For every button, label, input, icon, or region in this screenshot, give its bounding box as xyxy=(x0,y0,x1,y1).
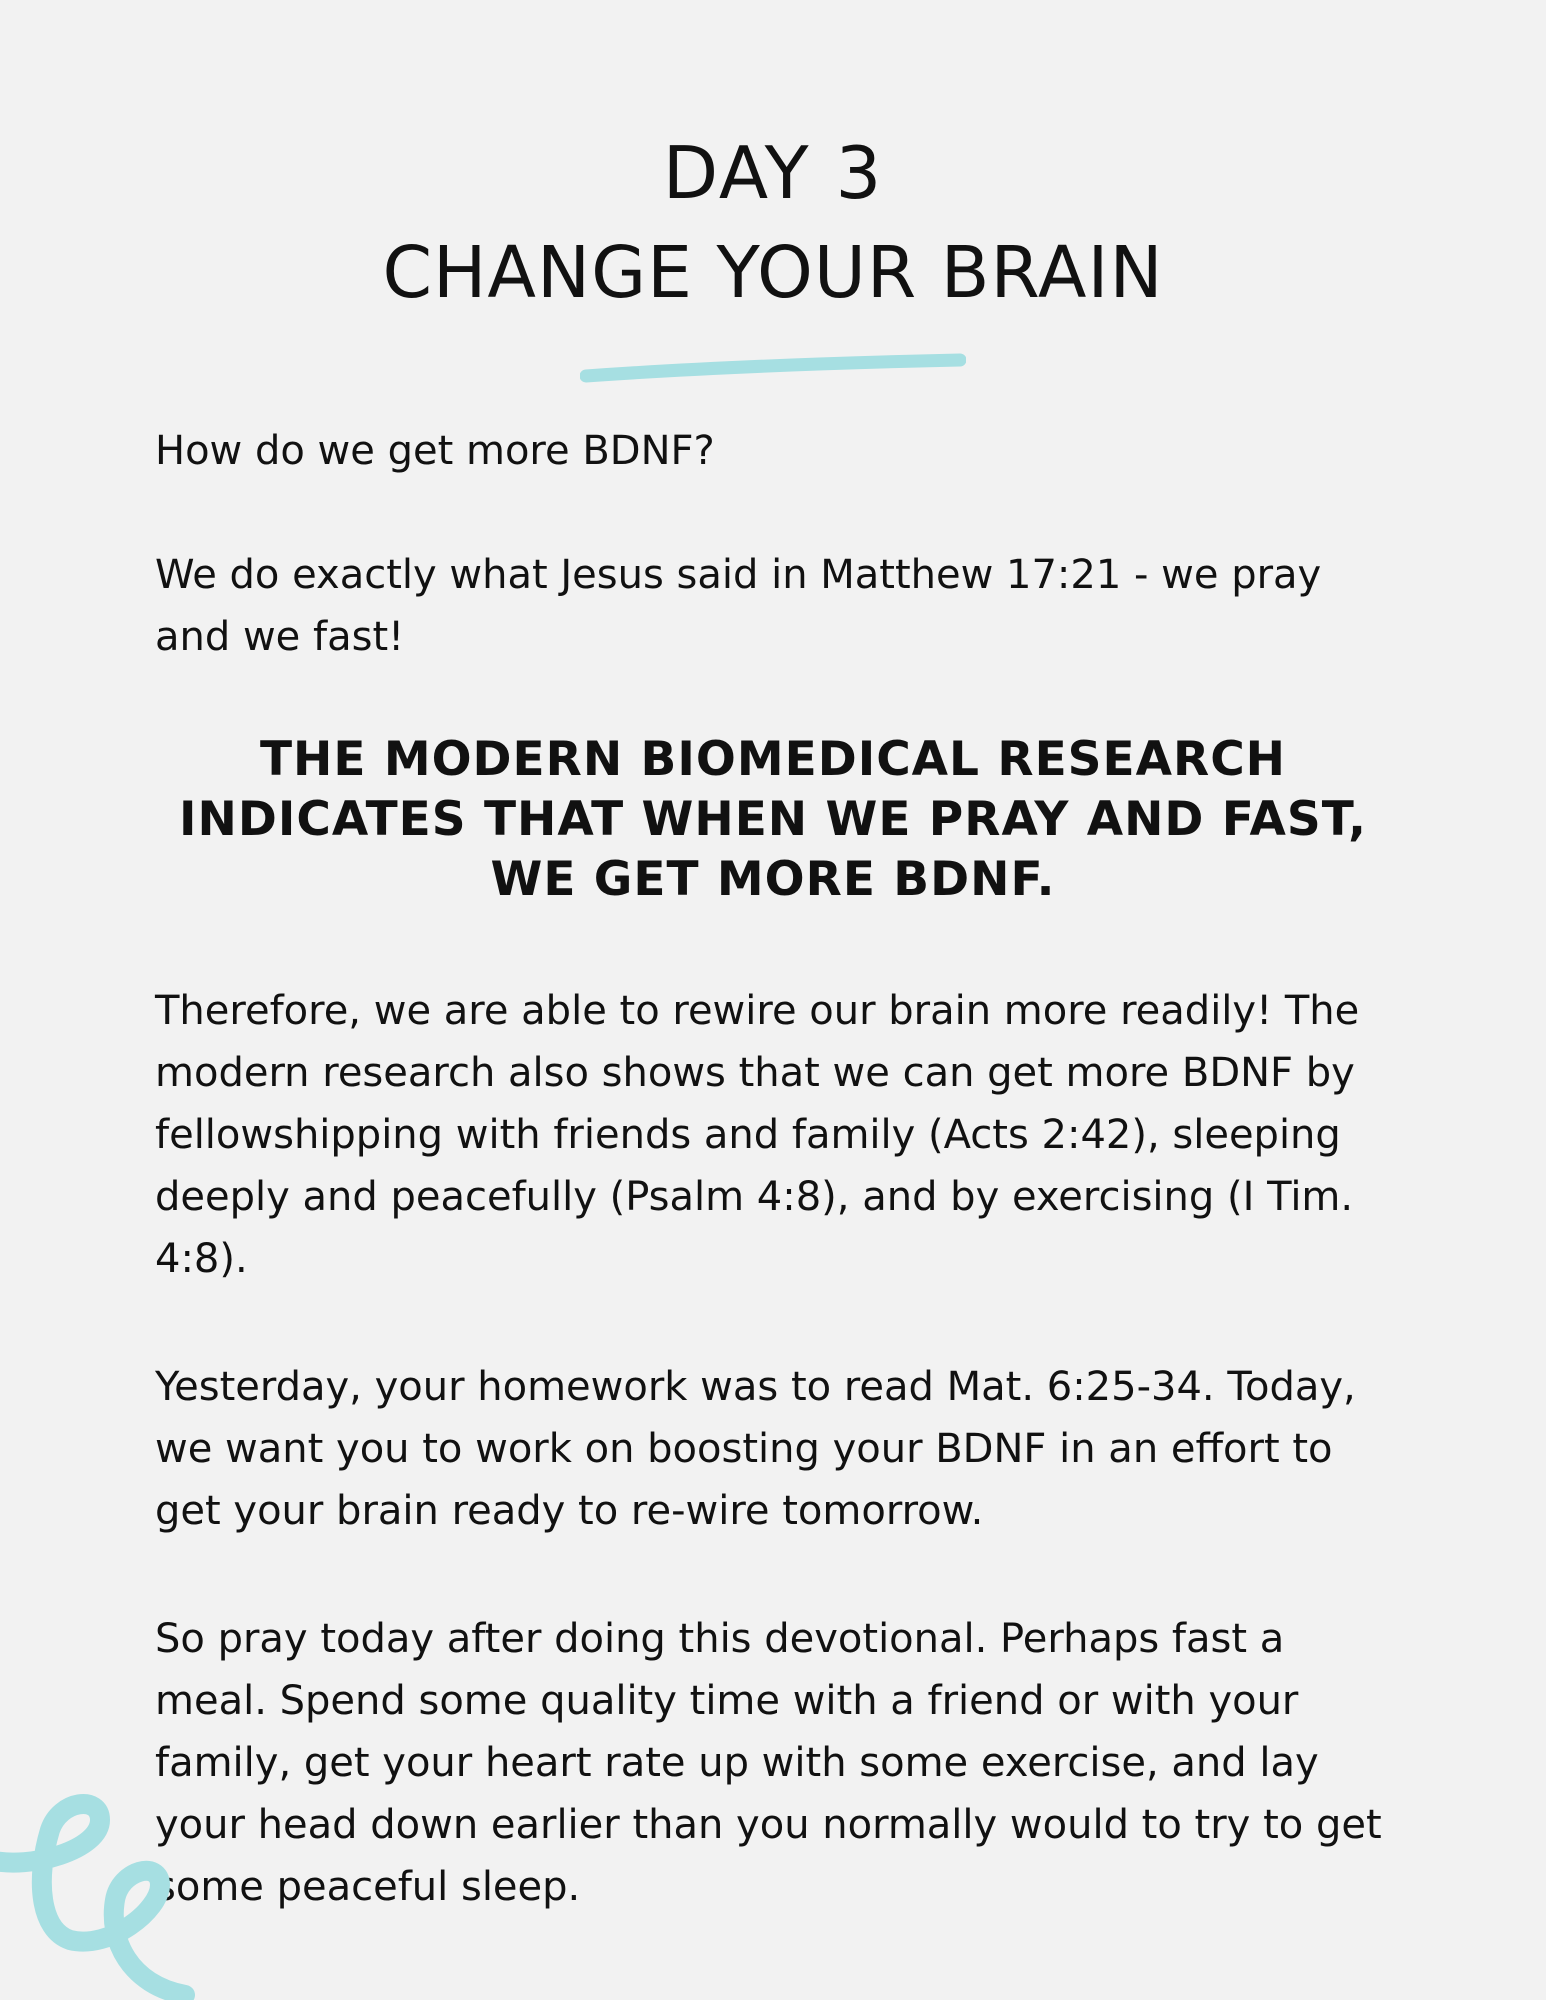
swirl-doodle-icon xyxy=(0,1790,200,2000)
homework-paragraph: Yesterday, your homework was to read Mat. 6:25-34. Today, we want you to work on boosting your BDNF in an effort to get your brain ready to re-wire tomorrow. xyxy=(155,1364,1356,1534)
day-heading: DAY 3 xyxy=(662,131,884,215)
brush-underline-icon xyxy=(580,352,966,384)
intro-question: How do we get more BDNF? xyxy=(155,428,715,474)
highlight-statement: THE MODERN BIOMEDICAL RESEARCH INDICATES THAT WHEN WE PRAY AND FAST, WE GET MORE BDNF. xyxy=(179,732,1367,907)
action-paragraph: So pray today after doing this devotional. Perhaps fast a meal. Spend some quality time with a friend or with your family, get your heart rate up with some exercise, and lay your head down earlier than you normally would to try to get some peaceful sleep. xyxy=(155,1616,1382,1910)
scripture-answer: We do exactly what Jesus said in Matthew 17:21 - we pray and we fast! xyxy=(155,552,1322,660)
page-title: CHANGE YOUR BRAIN xyxy=(382,231,1164,314)
research-paragraph: Therefore, we are able to rewire our brain more readily! The modern research also shows that we can get more BDNF by fellowshipping with friends and family (Acts 2:42), sleeping deeply and peacefully (Psalm 4:8), and by exercising (I Tim. 4:8). xyxy=(155,988,1360,1282)
